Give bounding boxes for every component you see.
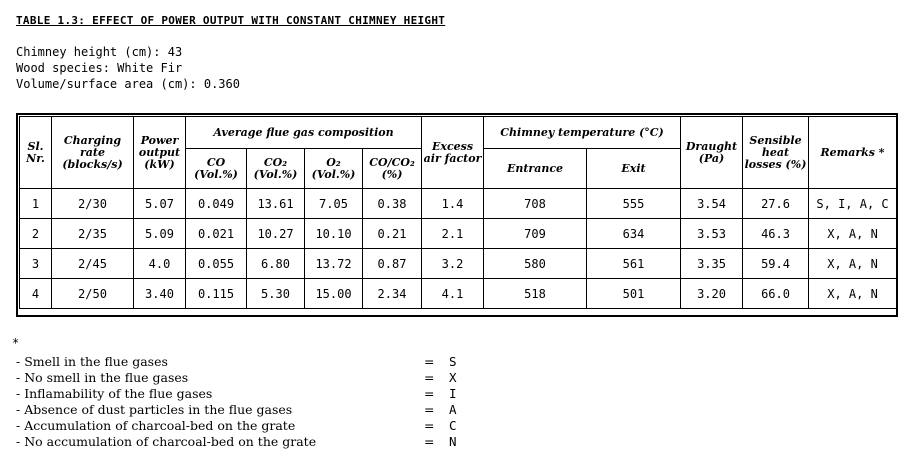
cell-charging: 2/50: [52, 279, 134, 309]
cell-exit: 634: [587, 219, 681, 249]
cell-o2: 10.10: [305, 219, 363, 249]
cell-exit: 561: [587, 249, 681, 279]
header-excess-air: Excess air factor: [422, 117, 484, 189]
legend-label: - No accumulation of charcoal-bed on the grate: [16, 434, 317, 449]
cell-ratio: 0.21: [363, 219, 422, 249]
cell-o2: 15.00: [305, 279, 363, 309]
cell-draught: 3.20: [681, 279, 743, 309]
table-row: [20, 279, 897, 309]
legend-label: - Absence of dust particles in the flue gases: [16, 402, 293, 417]
cell-charging: 2/35: [52, 219, 134, 249]
cell-sensible: 27.6: [743, 189, 809, 219]
cell-sensible: 66.0: [743, 279, 809, 309]
legend-code: X: [449, 370, 457, 385]
legend-item: [16, 434, 496, 450]
header-flue-gas: Average flue gas composition: [186, 117, 422, 149]
cell-ratio: 2.34: [363, 279, 422, 309]
header-charging-rate: Charging rate (blocks/s): [52, 117, 134, 189]
legend-item: [16, 386, 496, 402]
cell-o2: 13.72: [305, 249, 363, 279]
cell-sl: 2: [20, 219, 52, 249]
volume-surface-meta: Volume/surface area (cm): 0.360: [16, 77, 240, 91]
legend-code: S: [449, 354, 457, 369]
table-row: [20, 249, 897, 279]
legend-item: [16, 354, 496, 370]
cell-co2: 5.30: [247, 279, 305, 309]
header-o2: O₂ (Vol.%): [305, 149, 363, 189]
cell-co: 0.021: [186, 219, 247, 249]
legend-label: - Accumulation of charcoal-bed on the grate: [16, 418, 296, 433]
header-sl: Sl. Nr.: [20, 117, 52, 189]
cell-co2: 6.80: [247, 249, 305, 279]
header-co-co2-ratio: CO/CO₂ (%): [363, 149, 422, 189]
cell-co: 0.049: [186, 189, 247, 219]
cell-exit: 555: [587, 189, 681, 219]
legend-equals: =: [424, 354, 435, 369]
cell-remarks: X, A, N: [809, 279, 897, 309]
header-power-output: Power output (kW): [134, 117, 186, 189]
legend-item: [16, 370, 496, 386]
legend-code: I: [449, 386, 457, 401]
cell-entrance: 518: [484, 279, 587, 309]
legend-equals: =: [424, 386, 435, 401]
legend-label: - Inflamability of the flue gases: [16, 386, 213, 401]
cell-excess: 2.1: [422, 219, 484, 249]
cell-ratio: 0.87: [363, 249, 422, 279]
cell-entrance: 580: [484, 249, 587, 279]
header-chimney-temp: Chimney temperature (°C): [484, 117, 681, 149]
cell-entrance: 708: [484, 189, 587, 219]
cell-draught: 3.54: [681, 189, 743, 219]
cell-power: 5.07: [134, 189, 186, 219]
chimney-height-meta: Chimney height (cm): 43: [16, 45, 183, 59]
cell-excess: 3.2: [422, 249, 484, 279]
data-table: [19, 116, 897, 309]
header-entrance: Entrance: [484, 149, 587, 189]
header-exit: Exit: [587, 149, 681, 189]
header-co: CO (Vol.%): [186, 149, 247, 189]
cell-co: 0.055: [186, 249, 247, 279]
wood-species-meta: Wood species: White Fir: [16, 61, 183, 75]
cell-sensible: 59.4: [743, 249, 809, 279]
cell-co2: 10.27: [247, 219, 305, 249]
legend-label: - No smell in the flue gases: [16, 370, 189, 385]
legend-code: N: [449, 434, 457, 449]
cell-power: 5.09: [134, 219, 186, 249]
legend-label: - Smell in the flue gases: [16, 354, 168, 369]
legend-item: [16, 418, 496, 434]
header-remarks: Remarks *: [809, 117, 897, 189]
cell-exit: 501: [587, 279, 681, 309]
cell-co2: 13.61: [247, 189, 305, 219]
cell-charging: 2/45: [52, 249, 134, 279]
cell-draught: 3.35: [681, 249, 743, 279]
table-row: [20, 189, 897, 219]
cell-co: 0.115: [186, 279, 247, 309]
header-co2: CO₂ (Vol.%): [247, 149, 305, 189]
cell-entrance: 709: [484, 219, 587, 249]
cell-power: 4.0: [134, 249, 186, 279]
table-row: [20, 219, 897, 249]
legend-equals: =: [424, 418, 435, 433]
legend-equals: =: [424, 370, 435, 385]
legend-code: A: [449, 402, 457, 417]
cell-excess: 4.1: [422, 279, 484, 309]
cell-remarks: X, A, N: [809, 249, 897, 279]
legend-code: C: [449, 418, 457, 433]
cell-excess: 1.4: [422, 189, 484, 219]
legend-item: [16, 402, 496, 418]
cell-power: 3.40: [134, 279, 186, 309]
cell-sl: 4: [20, 279, 52, 309]
cell-charging: 2/30: [52, 189, 134, 219]
table-title: TABLE 1.3: EFFECT OF POWER OUTPUT WITH CONSTANT CHIMNEY HEIGHT: [16, 14, 446, 27]
cell-sensible: 46.3: [743, 219, 809, 249]
cell-remarks: S, I, A, C: [809, 189, 897, 219]
legend-equals: =: [424, 434, 435, 449]
header-sensible-heat: Sensible heat losses (%): [743, 117, 809, 189]
cell-sl: 3: [20, 249, 52, 279]
cell-o2: 7.05: [305, 189, 363, 219]
cell-ratio: 0.38: [363, 189, 422, 219]
legend-equals: =: [424, 402, 435, 417]
cell-sl: 1: [20, 189, 52, 219]
cell-draught: 3.53: [681, 219, 743, 249]
remarks-legend: [16, 354, 496, 450]
footnote-marker: *: [12, 336, 20, 350]
cell-remarks: X, A, N: [809, 219, 897, 249]
header-draught: Draught (Pa): [681, 117, 743, 189]
